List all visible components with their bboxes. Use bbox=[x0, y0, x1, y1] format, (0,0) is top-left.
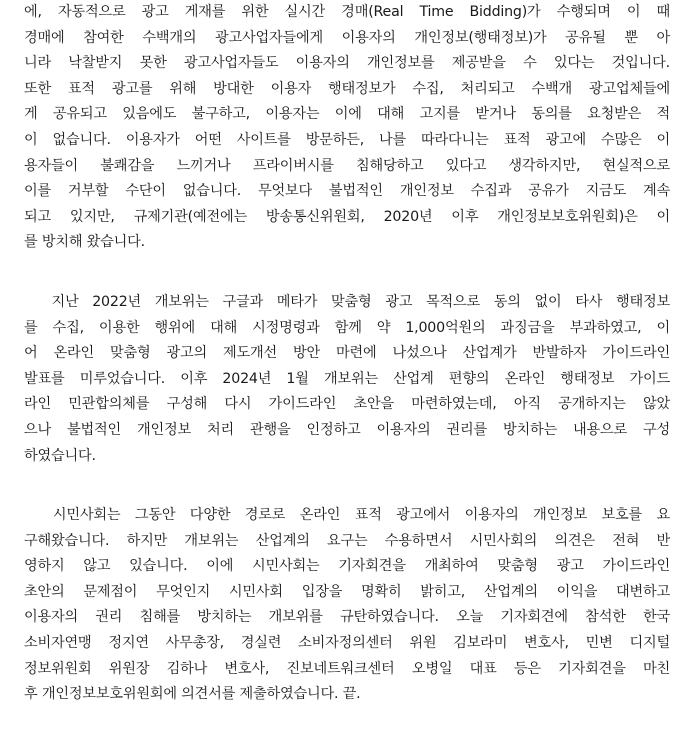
text-line: 니라 낙찰받지 못한 광고사업자들도 이용자의 개인정보를 제공받을 수 있다는 것입니다. bbox=[24, 55, 670, 72]
text-line: 이를 거부할 수단이 없습니다. 무엇보다 불법적인 개인정보 수집과 공유가 지금도 계속 bbox=[24, 183, 670, 200]
text-line: 용자들이 불쾌감을 느끼거나 프라이버시를 침해당하고 있다고 생각하지만, 현실적으로 bbox=[24, 157, 670, 174]
text-line: 후 개인정보보호위원회에 의견서를 제출하였습니다. 끝. bbox=[24, 686, 361, 703]
paragraph-spacer bbox=[24, 256, 670, 290]
text-line: 어 온라인 맞춤형 광고의 제도개선 방안 마련에 나섰으나 산업계가 반발하자 가이드라인 bbox=[24, 345, 670, 362]
text-line: 경매에 참여한 수백개의 광고사업자들에게 이용자의 개인정보(행태정보)가 공유될 뿐 아 bbox=[24, 29, 670, 46]
text-line: 초안의 문제점이 무엇인지 시민사회 입장을 명확히 밝히고, 산업계의 이익을 대변하고 bbox=[24, 583, 670, 600]
text-line: 지난 2022년 개보위는 구글과 메타가 맞춤형 광고 목적으로 동의 없이 타사 행태정보 bbox=[24, 293, 671, 310]
text-line: 정보위원회 위원장 김하나 변호사, 진보네트워크센터 오병일 대표 등은 기자회견을 마친 bbox=[24, 660, 670, 677]
document-body bbox=[24, 0, 670, 708]
paragraph-1 bbox=[24, 0, 670, 256]
text-line: 또한 표적 광고를 위해 방대한 이용자 행태정보가 수집, 처리되고 수백개 광고업체들에 bbox=[24, 80, 670, 97]
text-line: 하였습니다. bbox=[24, 447, 96, 464]
paragraph-2 bbox=[24, 290, 670, 469]
text-line: 소비자연맹 정지연 사무총장, 경실련 소비자정의센터 위원 김보라미 변호사, 민변 디지털 bbox=[24, 635, 670, 652]
text-line: 를 수집, 이용한 행위에 대해 시정명령과 함께 약 1,000억원의 과징금을 부과하였고, 이 bbox=[24, 319, 670, 336]
paragraph-spacer bbox=[24, 469, 670, 503]
text-line: 이 없습니다. 이용자가 어떤 사이트를 방문하든, 나를 따라다니는 표적 광고에 수많은 이 bbox=[24, 131, 670, 148]
text-line: 라인 민관합의체를 구성해 다시 가이드라인 초안을 마련하였는데, 아직 공개하지는 않았 bbox=[24, 396, 670, 413]
text-line: 게 공유되고 있음에도 불구하고, 이용자는 이에 대해 고지를 받거나 동의를 요청받은 적 bbox=[24, 106, 670, 123]
paragraph-3 bbox=[24, 503, 670, 708]
text-line: 시민사회는 그동안 다양한 경로로 온라인 표적 광고에서 이용자의 개인정보 보호를 요 bbox=[24, 507, 670, 524]
text-line: 에, 자동적으로 광고 게재를 위한 실시간 경매(Real Time Bidding)가 수행되며 이 때 bbox=[24, 4, 670, 20]
text-line: 이용자의 권리 침해를 방치하는 개보위를 규탄하였습니다. 오늘 기자회견에 참석한 한국 bbox=[24, 609, 670, 626]
text-line: 발표를 미루었습니다. 이후 2024년 1월 개보위는 산업계 편향의 온라인 행태정보 가이드 bbox=[24, 370, 670, 387]
text-line: 를 방치해 왔습니다. bbox=[24, 234, 145, 251]
text-line: 되고 있지만, 규제기관(예전에는 방송통신위원회, 2020년 이후 개인정보보호위원회)은 이 bbox=[24, 208, 670, 225]
text-line: 으나 불법적인 개인정보 처리 관행을 인정하고 이용자의 권리를 방치하는 내용으로 구성 bbox=[24, 421, 670, 438]
text-line: 구해왔습니다. 하지만 개보위는 산업계의 요구는 수용하면서 시민사회의 의견은 전혀 반 bbox=[24, 532, 670, 549]
text-line: 영하지 않고 있습니다. 이에 시민사회는 기자회견을 개최하여 맞춤형 광고 가이드라인 bbox=[24, 558, 670, 575]
